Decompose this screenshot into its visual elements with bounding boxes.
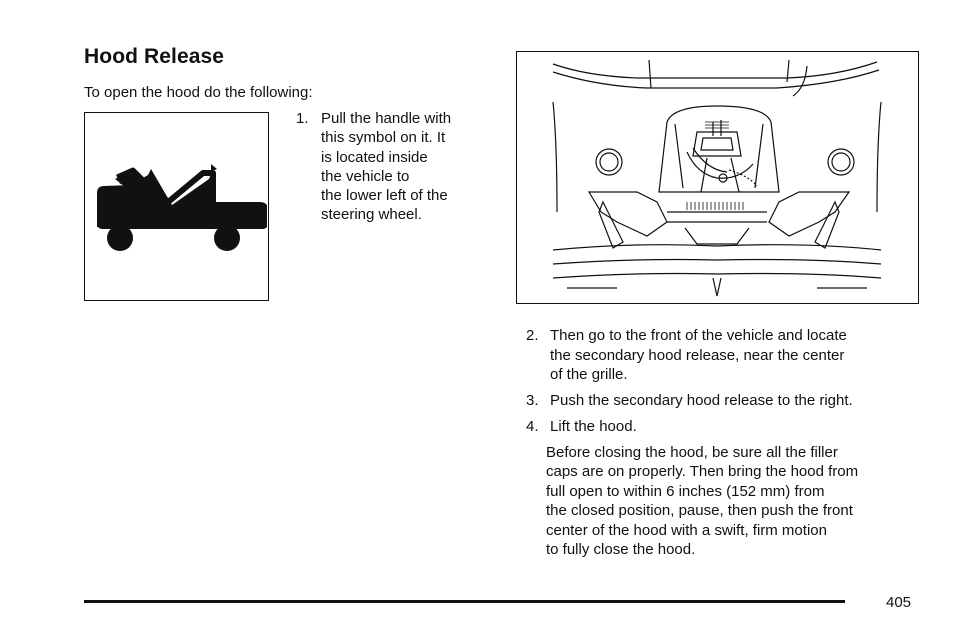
step-line: the secondary hood release, near the center bbox=[550, 346, 845, 364]
step-line: is located inside bbox=[321, 148, 428, 166]
footer-rule bbox=[84, 600, 845, 603]
step-line: of the grille. bbox=[550, 366, 628, 383]
note-line: to fully close the hood. bbox=[546, 541, 696, 559]
page-title: Hood Release bbox=[84, 45, 225, 68]
note-line: center of the hood with a swift, firm motion bbox=[546, 521, 827, 539]
hood-symbol-frame bbox=[84, 112, 269, 301]
step-number: 3. bbox=[526, 392, 539, 409]
step-number: 2. bbox=[526, 327, 539, 344]
step-number: 1. bbox=[296, 110, 309, 127]
intro-text: To open the hood do the following: bbox=[84, 84, 313, 101]
step-2 bbox=[526, 326, 853, 385]
step-line: this symbol on it. It bbox=[321, 129, 446, 147]
note-line: full open to within 6 inches (152 mm) from bbox=[546, 482, 825, 500]
step-line: Push the secondary hood release to the right. bbox=[550, 392, 853, 409]
step-line: Then go to the front of the vehicle and locate bbox=[550, 327, 847, 344]
step-line: the lower left of the bbox=[321, 187, 448, 205]
note-line: the closed position, pause, then push the front bbox=[546, 502, 853, 520]
step-1 bbox=[296, 109, 451, 225]
step-line: the vehicle to bbox=[321, 167, 410, 185]
step-number: 4. bbox=[526, 418, 539, 435]
hood-release-symbol-icon bbox=[85, 113, 267, 299]
step-4 bbox=[526, 417, 853, 437]
step-3 bbox=[526, 391, 853, 411]
steps-list bbox=[526, 326, 853, 443]
step-line: Pull the handle with bbox=[321, 110, 452, 127]
step-line: steering wheel. bbox=[321, 206, 422, 224]
note-line: caps are on properly. Then bring the hood from bbox=[546, 463, 859, 481]
note-line: Before closing the hood, be sure all the filler bbox=[546, 444, 838, 461]
page-number: 405 bbox=[886, 594, 912, 611]
grille-latch-illustration bbox=[517, 52, 917, 302]
step-line: Lift the hood. bbox=[550, 418, 637, 435]
closing-note bbox=[546, 443, 858, 559]
grille-latch-figure bbox=[516, 51, 919, 304]
